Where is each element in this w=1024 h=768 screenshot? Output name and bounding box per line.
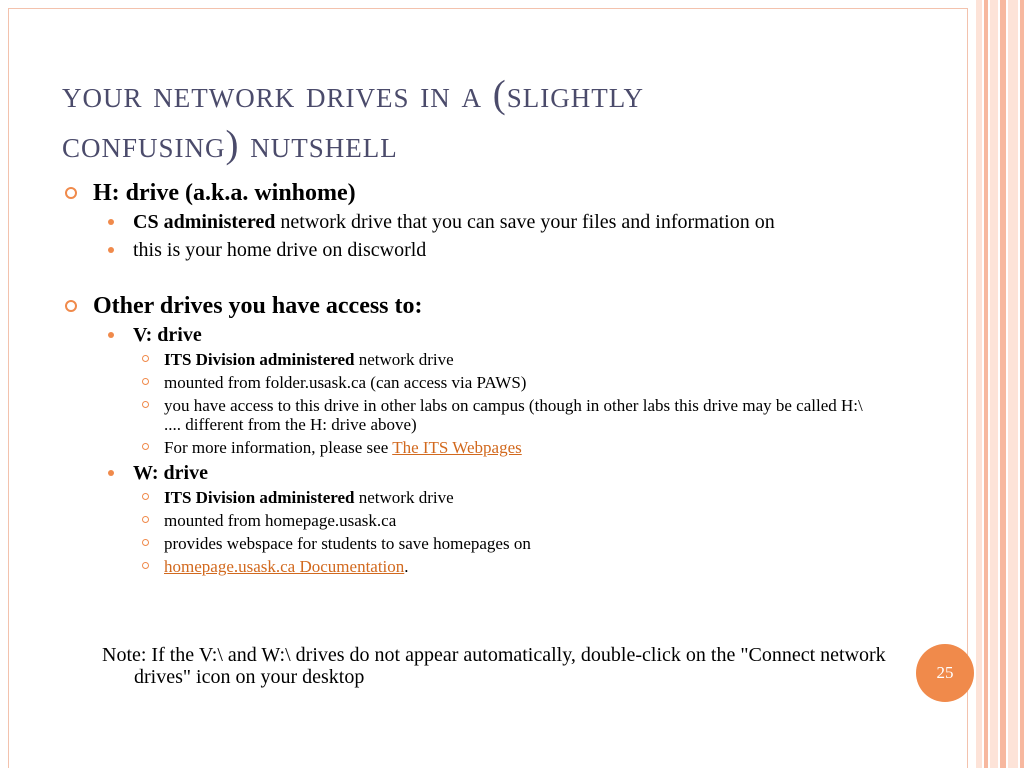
dot-bullet-icon	[108, 219, 114, 225]
h-drive-item-cs-administered	[62, 211, 882, 233]
v-drive-label-text: V: drive	[133, 324, 202, 346]
slide-content	[62, 178, 882, 576]
page-number-badge	[916, 644, 974, 702]
cs-administered-bold: CS administered	[133, 211, 276, 233]
small-ring-bullet-icon	[142, 355, 149, 362]
w-drive-admin-bold: ITS Division administered	[164, 488, 355, 507]
v-drive-mounted	[62, 373, 882, 392]
v-drive-access-text: you have access to this drive in other labs on campus (though in other labs this drive may be called H:\ .... different from the H: drive above)	[164, 396, 863, 434]
v-drive-info-prefix: For more information, please see	[164, 438, 393, 457]
ring-bullet-icon	[65, 187, 77, 199]
v-drive-access	[62, 396, 882, 434]
w-drive-mounted-text: mounted from homepage.usask.ca	[164, 511, 397, 530]
its-webpages-link[interactable]: The ITS Webpages	[392, 438, 522, 457]
decorative-side-stripes	[976, 0, 1024, 768]
small-ring-bullet-icon	[142, 378, 149, 385]
v-drive-admin-text: network drive	[354, 350, 454, 369]
dot-bullet-icon	[108, 332, 114, 338]
other-drives-heading-text: Other drives you have access to:	[93, 293, 423, 319]
w-drive-webspace	[62, 534, 882, 553]
h-drive-item-home-drive	[62, 239, 882, 261]
w-drive-admin-text: network drive	[354, 488, 454, 507]
small-ring-bullet-icon	[142, 516, 149, 523]
cs-administered-text: network drive that you can save your files and information on	[275, 211, 775, 233]
v-drive-info	[62, 438, 882, 457]
dot-bullet-icon	[108, 470, 114, 476]
w-drive-label	[62, 462, 882, 484]
v-drive-mounted-text: mounted from folder.usask.ca (can access via PAWS)	[164, 373, 527, 392]
v-drive-admin	[62, 350, 882, 369]
dot-bullet-icon	[108, 247, 114, 253]
slide-title	[62, 70, 882, 170]
w-drive-mounted	[62, 511, 882, 530]
other-drives-heading	[62, 291, 882, 321]
v-drive-admin-bold: ITS Division administered	[164, 350, 355, 369]
small-ring-bullet-icon	[142, 539, 149, 546]
page-number: 25	[936, 663, 954, 682]
h-drive-heading-text: H: drive (a.k.a. winhome)	[93, 180, 356, 206]
w-drive-docs	[62, 557, 882, 576]
homepage-documentation-link[interactable]: homepage.usask.ca Documentation	[164, 557, 405, 576]
ring-bullet-icon	[65, 300, 77, 312]
small-ring-bullet-icon	[142, 562, 149, 569]
slide-title-line-1: your network drives in a (slightly	[62, 73, 644, 116]
h-drive-heading	[62, 178, 882, 208]
w-drive-admin	[62, 488, 882, 507]
slide-title-line-2: confusing) nutshell	[62, 123, 398, 166]
w-drive-webspace-text: provides webspace for students to save homepages on	[164, 534, 531, 553]
slide-note: Note: If the V:\ and W:\ drives do not appear automatically, double-click on the "Connect network drives" icon on your desktop	[102, 644, 886, 688]
small-ring-bullet-icon	[142, 401, 149, 408]
home-drive-text: this is your home drive on discworld	[133, 239, 427, 261]
small-ring-bullet-icon	[142, 493, 149, 500]
w-drive-docs-suffix: .	[404, 557, 409, 576]
w-drive-label-text: W: drive	[133, 462, 208, 484]
v-drive-label	[62, 324, 882, 346]
small-ring-bullet-icon	[142, 443, 149, 450]
